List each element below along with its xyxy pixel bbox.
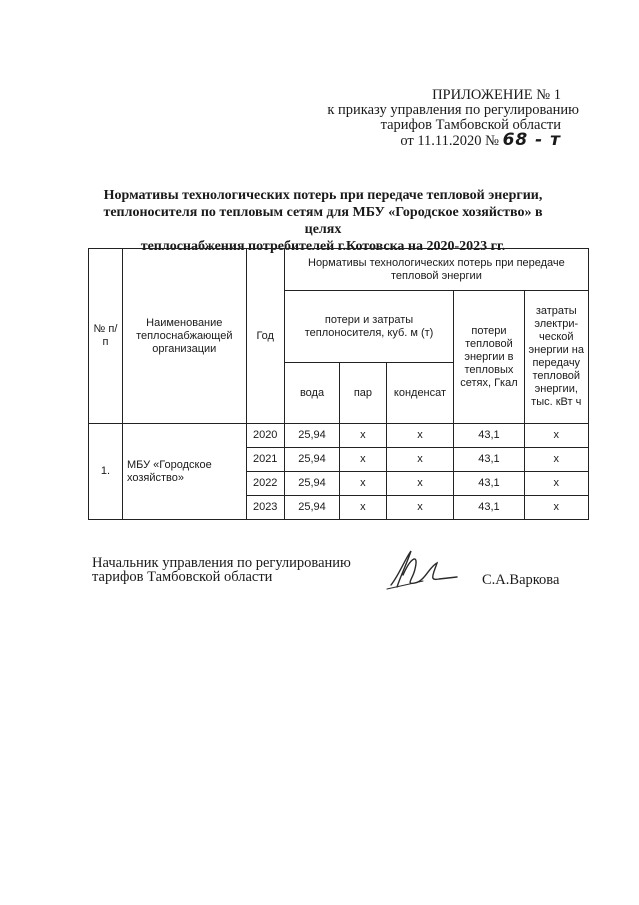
header-organization: Наименование теплоснабжающей организации <box>122 249 246 424</box>
cell-heat-loss: 43,1 <box>454 472 524 496</box>
cell-water: 25,94 <box>284 424 339 448</box>
appendix-date: от 11.11.2020 № <box>400 133 499 149</box>
cell-heat-loss: 43,1 <box>454 448 524 472</box>
appendix-date-number <box>327 130 579 150</box>
appendix-order-ref: к приказу управления по регулированию <box>327 102 579 118</box>
header-water: вода <box>284 363 339 424</box>
position-line-1: Начальник управления по регулированию <box>92 555 351 571</box>
appendix-header <box>327 88 579 149</box>
cell-steam: х <box>340 472 386 496</box>
cell-year: 2021 <box>246 448 284 472</box>
cell-electricity: х <box>524 472 588 496</box>
header-heat-loss: потери тепловой энергии в тепловых сетях, Гкал <box>454 291 524 424</box>
handwritten-order-number: 68 - т <box>502 130 561 150</box>
row-number: 1. <box>89 424 123 520</box>
appendix-authority: тарифов Тамбовской области <box>380 117 561 133</box>
cell-steam: х <box>340 424 386 448</box>
cell-electricity: х <box>524 424 588 448</box>
header-steam: пар <box>340 363 386 424</box>
cell-electricity: х <box>524 448 588 472</box>
cell-condensate: х <box>386 496 454 520</box>
header-year: Год <box>246 249 284 424</box>
cell-condensate: х <box>386 472 454 496</box>
norms-table <box>88 248 589 520</box>
handwritten-signature <box>385 545 465 600</box>
header-row-1 <box>89 249 589 291</box>
organization-name: МБУ «Городское хозяйство» <box>122 424 246 520</box>
header-condensate: конденсат <box>386 363 454 424</box>
table-row <box>89 424 589 448</box>
appendix-title: ПРИЛОЖЕНИЕ № 1 <box>432 87 561 103</box>
signature-scribble <box>385 545 465 595</box>
header-electricity: затраты электри-ческой энергии на передачу тепловой энергии, тыс. кВт ч <box>524 291 588 424</box>
header-group-main: Нормативы технологических потерь при передаче тепловой энергии <box>284 249 588 291</box>
signature-position <box>92 556 351 584</box>
cell-heat-loss: 43,1 <box>454 496 524 520</box>
cell-water: 25,94 <box>284 496 339 520</box>
title-line-2: теплоносителя по тепловым сетям для МБУ «Городское хозяйство» в целях <box>103 205 543 237</box>
title-line-3: теплоснабжения потребителей г.Котовска на 2020-2023 гг. <box>140 239 506 254</box>
cell-heat-loss: 43,1 <box>454 424 524 448</box>
cell-water: 25,94 <box>284 472 339 496</box>
position-line-2: тарифов Тамбовской области <box>92 569 273 585</box>
title-line-1: Нормативы технологических потерь при передаче тепловой энергии, <box>103 188 543 203</box>
cell-condensate: х <box>386 424 454 448</box>
document-title <box>88 187 558 255</box>
cell-year: 2023 <box>246 496 284 520</box>
header-number: № п/п <box>89 249 123 424</box>
header-group-carrier: потери и затраты теплоносителя, куб. м (т) <box>284 291 454 363</box>
signer-name: С.А.Варкова <box>482 572 560 588</box>
cell-year: 2020 <box>246 424 284 448</box>
cell-electricity: х <box>524 496 588 520</box>
cell-water: 25,94 <box>284 448 339 472</box>
cell-condensate: х <box>386 448 454 472</box>
cell-year: 2022 <box>246 472 284 496</box>
cell-steam: х <box>340 448 386 472</box>
cell-steam: х <box>340 496 386 520</box>
